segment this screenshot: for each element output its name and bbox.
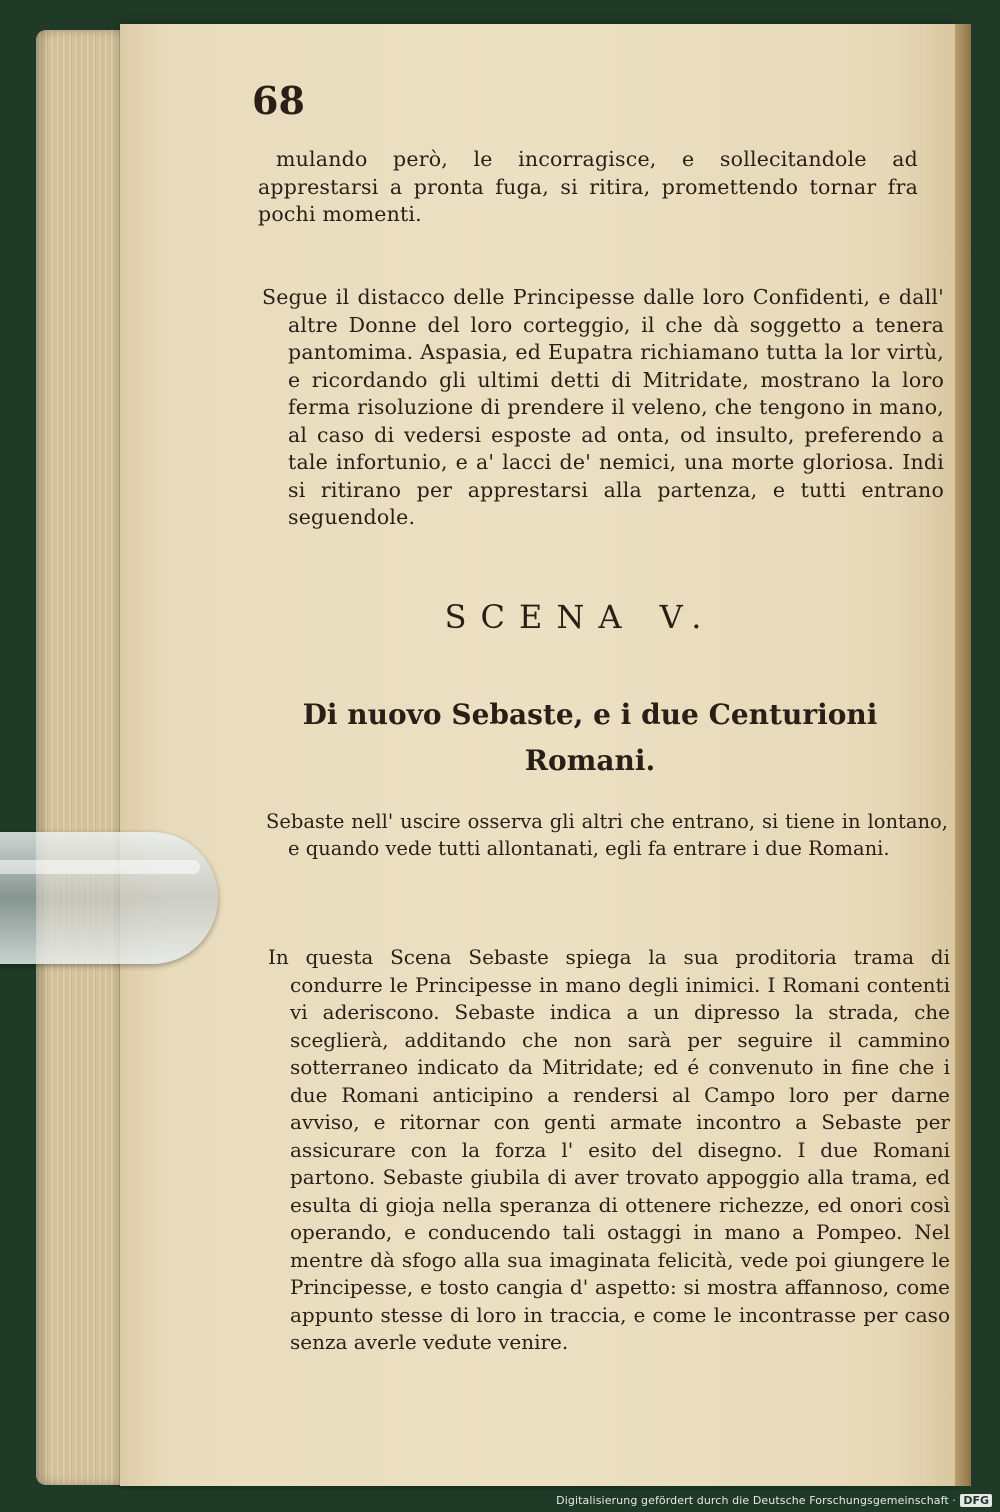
book-binding-edge bbox=[955, 24, 971, 1486]
paragraph-stage-direction: Segue il distacco delle Principesse dalle loro Confidenti, e dall' altre Donne del loro corteggio, il che dà soggetto a tenera pantomima. Aspasia, ed Eupatra richiamano tutta la lor virtù, e ricordando gli ultimi detti di Mitridate, mostrano la loro ferma risoluzione di prendere il veleno, che tengono in mano, al caso di vedersi esposte ad onta, od insulto, preferendo a tale infortunio, e a' lacci de' nemici, una morte gloriosa. Indi si ritirano per apprestarsi alla partenza, e tutti entrano seguendole. bbox=[262, 285, 944, 529]
paragraph-scene-action: In questa Scena Sebaste spiega la sua proditoria trama di condurre le Principesse in mano degli inimici. I Romani contenti vi aderiscono. Sebaste indica a un dipresso la strada, che sceglierà, additando che non sarà per seguire il cammino sotterraneo indicato da Mitridate; ed é convenuto in fine che i due Romani anticipino a rendersi al Campo loro per darne avviso, e ritornar con genti armate incontro a Sebaste per assicurare con la forza l' esito del disegno. I due Romani partono. Sebaste giubila di aver trovato appoggio alla trama, ed esulta di gioja nella speranza di ottenere richezze, ed onori così operando, e conducendo tali ostaggi in mano a Pompeo. Nel mentre dà sfogo alla sua imaginata felicità, vede poi giungere le Principesse, e tosto cangia d' aspetto: si mostra affannoso, come appunto stesse di loro in traccia, e come le incontrasse per caso senza averle vedute venire. bbox=[268, 945, 950, 1354]
scene-title: SCENA V. bbox=[444, 598, 716, 636]
scene-subtitle: Di nuovo Sebaste, e i due Centurioni Romani. bbox=[302, 698, 878, 777]
dfg-logo: DFG bbox=[960, 1494, 992, 1507]
glass-page-weight bbox=[0, 832, 218, 964]
digitization-credit: Digitalisierung gefördert durch die Deutsche Forschungsgemeinschaft · bbox=[556, 1494, 956, 1507]
paragraph-scene-entry: Sebaste nell' uscire osserva gli altri che entrano, si tiene in lontano, e quando vede tutti allontanati, egli fa entrare i due Romani. bbox=[266, 810, 948, 860]
paragraph-continuation: mulando però, le incorragisce, e sollecitandole ad apprestarsi a pronta fuga, si ritira, promettendo tornar fra pochi momenti. bbox=[258, 147, 918, 226]
page-number: 68 bbox=[252, 78, 305, 123]
glass-weight-highlight bbox=[0, 860, 200, 874]
